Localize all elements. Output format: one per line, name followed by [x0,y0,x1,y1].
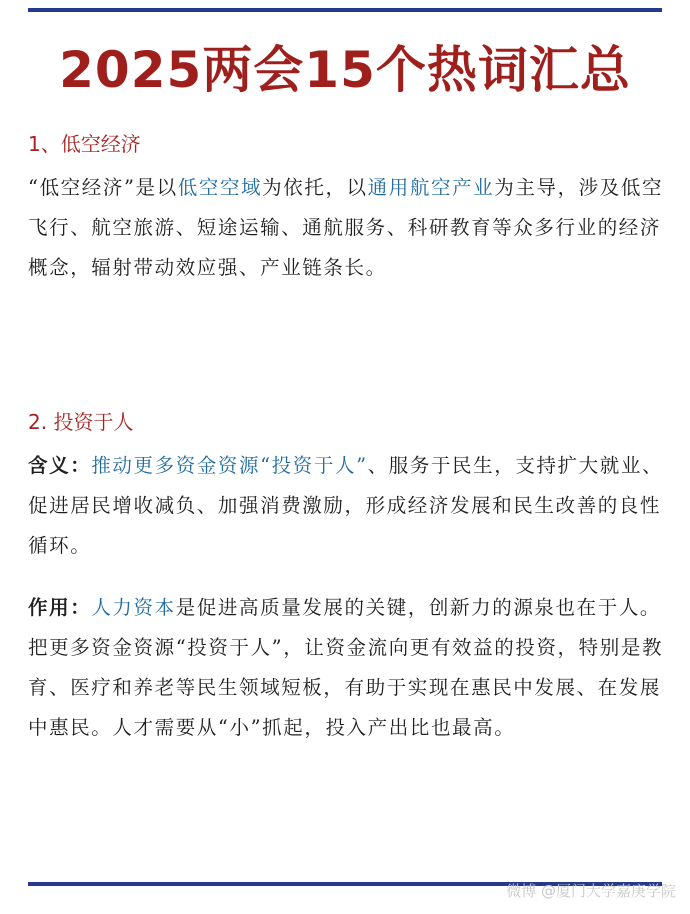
section1-text-c: 为主导，涉及低空飞行、航空旅游、短途运输、通航服务、科研教育等众多行业的经济概念，辐射带动效应强、产业链条长。 [28,176,664,279]
section2-effect-paragraph [28,588,664,748]
section2-meaning-paragraph [28,446,664,566]
section1-highlight-airspace: 低空空域 [177,176,263,199]
meaning-label: 含义： [28,454,92,477]
page-title: 2025两会15个热词汇总 [59,41,631,99]
section1-text-b: 为依托，以 [262,176,368,199]
meaning-text: 、服务于民生，支持扩大就业、促进居民增收减负、加强消费激励，形成经济发展和民生改善的良性循环。 [28,454,664,557]
effect-label: 作用： [28,596,92,619]
effect-text: 是促进高质量发展的关键，创新力的源泉也在于人。把更多资金资源“投资于人”，让资金流向更有效益的投资，特别是教育、医疗和养老等民生领域短板，有助于实现在惠民中发展、在发展中惠民。人才需要从“小”抓起，投入产出比也最高。 [28,596,664,739]
section-heading-low-altitude-economy: 1、低空经济 [28,132,141,156]
top-rule [28,8,662,12]
section1-highlight-aviation-industry: 通用航空产业 [367,176,495,199]
weibo-watermark: 微博 @厦门大学嘉庚学院 [506,882,676,900]
section-heading-invest-in-people: 2. 投资于人 [28,410,134,434]
section1-paragraph [28,168,664,288]
section1-text-a: “低空经济”是以 [28,176,178,199]
effect-highlight: 人力资本 [91,596,176,619]
meaning-highlight: 推动更多资金资源“投资于人” [91,454,368,477]
